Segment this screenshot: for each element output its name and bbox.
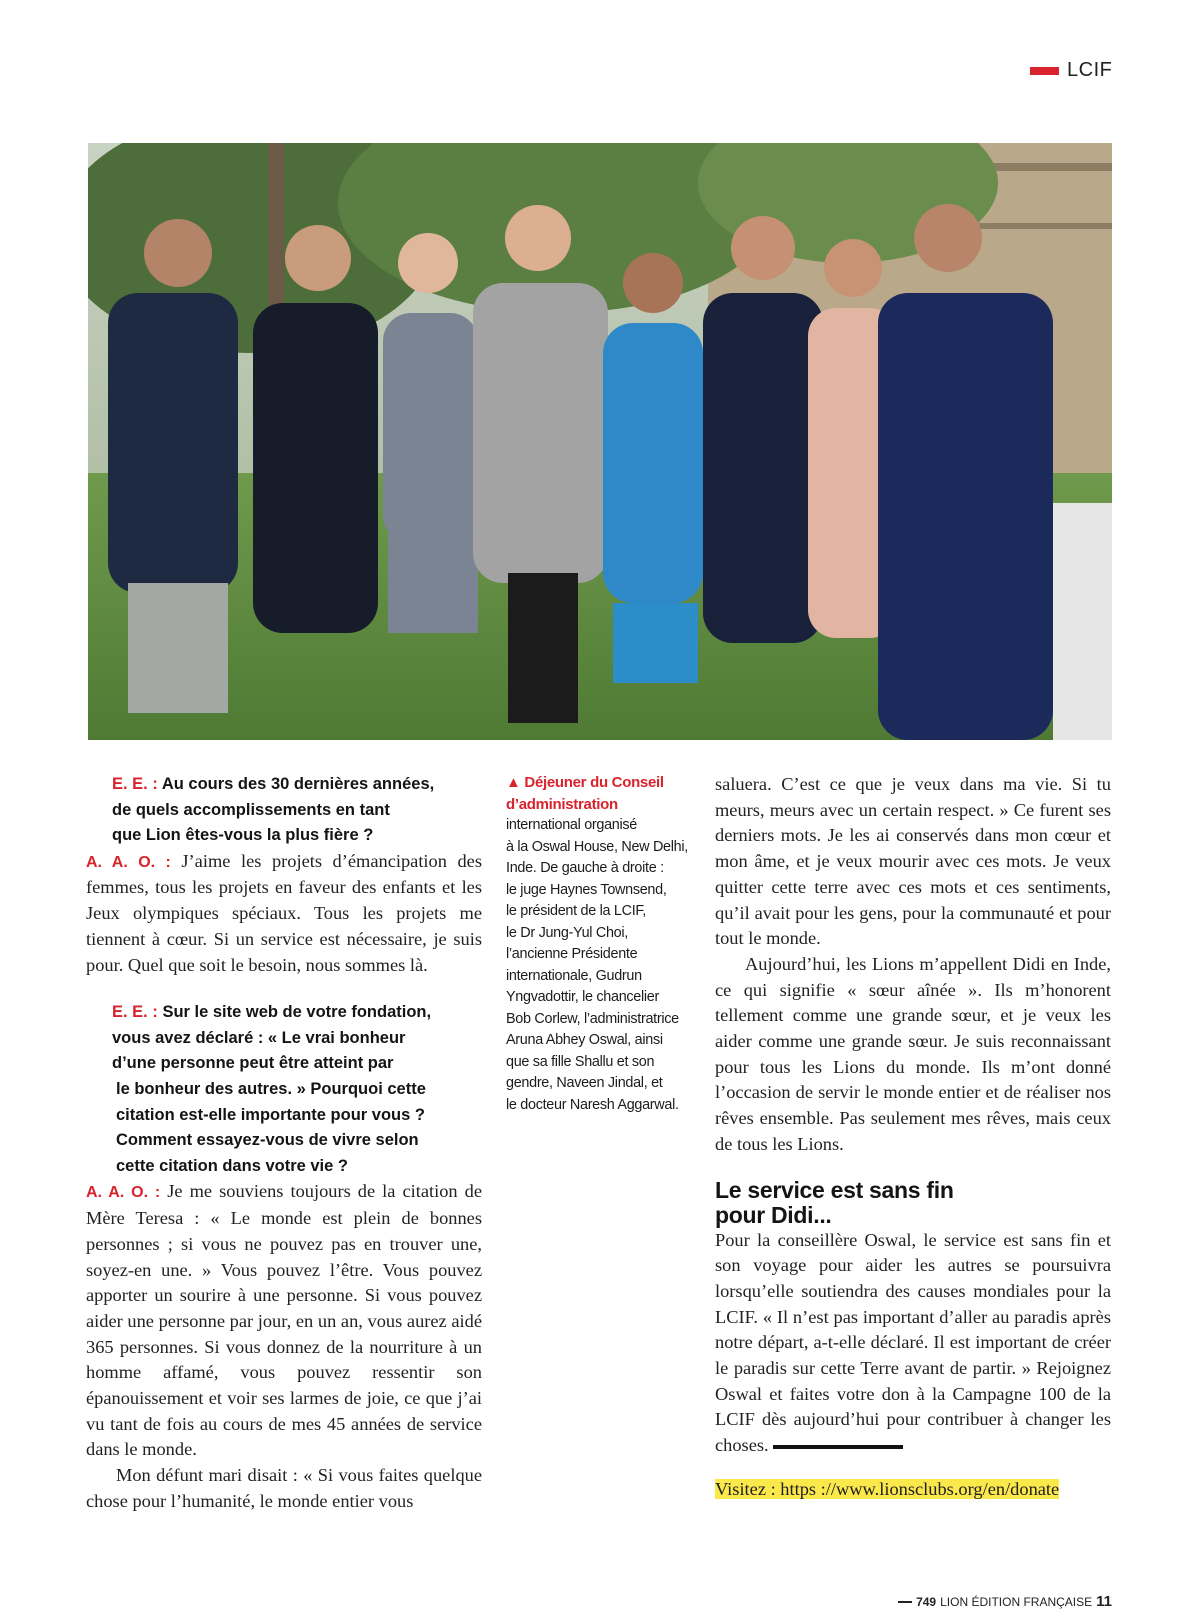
caption-line: gendre, Naveen Jindal, et	[506, 1075, 663, 1091]
caption-line: le docteur Naresh Aggarwal.	[506, 1096, 679, 1113]
question-line: d’une personne peut être atteint par	[112, 1054, 394, 1073]
question-line: que Lion êtes-vous la plus fière ?	[112, 826, 374, 845]
caption-line: internationale, Gudrun	[506, 967, 642, 984]
answer-2-continued: Mon défunt mari disait : « Si vous faites quelque chose pour l’humanité, le monde entier vous	[86, 1465, 482, 1511]
section-tag-bar	[1030, 67, 1059, 75]
question-line: de quels accomplissements en tant	[112, 800, 390, 819]
donate-link[interactable]	[715, 1477, 1111, 1503]
end-mark	[773, 1445, 903, 1449]
heading-line: Le service est sans fin	[715, 1176, 954, 1203]
heading-line: pour Didi...	[715, 1201, 832, 1228]
caption-title-line: Déjeuner du Conseil	[524, 774, 664, 791]
column-right	[715, 772, 1111, 1503]
paragraph: Aujourd’hui, les Lions m’appellent Didi en Inde, ce qui signifie « sœur aînée ». Ils m’honorent tellement comme une grande sœur, et je veux les aider comme une grande sœur. Je suis reconnaissant pour tous les Lions du monde. Ils m’ont donné l’occasion de servir le monde entier et de réaliser nos rêves ensemble. Pas seulement mes rêves, mais ceux de tous les Lions.	[715, 953, 1111, 1154]
group-photo-image	[88, 143, 1112, 740]
photo-caption	[506, 772, 692, 1116]
paragraph-text: Pour la conseillère Oswal, le service est sans fin et son voyage pour aider les autres se poursuivra lorsqu’elle soutiendra des causes mondiales pour la LCIF. « Il n’est pas important d’aller au paradis après notre départ, a-t-elle déclaré. Il est important de créer le paradis sur cette Terre avant de partir. » Rejoignez Oswal et faites votre don à la Campagne 100 de la LCIF dès aujourd’hui pour contribuer à changer les choses.	[715, 1229, 1111, 1456]
question-2	[86, 1000, 482, 1179]
caption-line: le Dr Jung-Yul Choi,	[506, 924, 628, 941]
publication-name: LION ÉDITION FRANÇAISE	[940, 1594, 1093, 1609]
caption-line: Bob Corlew, l’administratrice	[506, 1010, 679, 1027]
paragraph: saluera. C’est ce que je veux dans ma vie. Si tu meurs, meurs avec un certain respect. » Ce furent ses derniers mots. Je les ai conservés dans mon cœur et mon âme, et je veux mourir avec ces mots. Je veux quitter cette terre avec ces mots et ces sentiments, qu’il avait pour les gens, pour la communauté et pour tout le monde.	[715, 774, 1111, 949]
question-1	[86, 772, 482, 849]
page-number: 11	[1096, 1593, 1112, 1610]
question-line: cette citation dans votre vie ?	[116, 1156, 348, 1175]
donate-link-text[interactable]: Visitez : https ://www.lionsclubs.org/en/donate	[715, 1478, 1060, 1499]
section-tag	[1030, 59, 1112, 82]
answer-text: J’aime les projets d’émancipation des femmes, tous les projets en faveur des enfants et les Jeux olympiques spéciaux. Tous les projets me tiennent à cœur. Si un service est nécessaire, je suis pour. Quel que soit le besoin, nous sommes là.	[86, 850, 482, 975]
caption-title-line: d’administration	[506, 795, 618, 813]
question-line: le bonheur des autres. » Pourquoi cette	[116, 1080, 426, 1099]
question-line: Comment essayez-vous de vivre selon	[116, 1131, 419, 1150]
issue-number: 749	[916, 1594, 937, 1609]
question-line: Au cours des 30 dernières années,	[161, 775, 435, 793]
answer-marker: A. A. O. :	[86, 1184, 161, 1202]
caption-line: à la Oswal House, New Delhi,	[506, 838, 688, 855]
answer-2	[86, 1179, 482, 1463]
caption-line: que sa fille Shallu et son	[506, 1053, 655, 1070]
question-line: citation est-elle importante pour vous ?	[116, 1105, 425, 1124]
column-left	[86, 772, 482, 1515]
section-label: LCIF	[1067, 59, 1113, 81]
section-heading	[715, 1178, 1111, 1228]
group-photo	[88, 143, 1112, 740]
answer-text: Je me souviens toujours de la citation de Mère Teresa : « Le monde est plein de bonnes personnes ; si vous ne pouvez pas en trouver une, soyez-en une. » Vous pouvez l’être. Vous pouvez apporter un sourire à une personne. Si vous pouvez aider une personne par jour, en un an, vous aurez aidé 365 personnes. Si vous donnez de la nourriture à un homme affamé, vous pouvez ressentir son épanouissement et voir ses larmes de joie, ce que j’ai vu tant de fois au cours de mes 45 années de service dans le monde.	[86, 1181, 482, 1460]
answer-1	[86, 849, 482, 979]
paragraph	[715, 1228, 1111, 1459]
footer-dash	[898, 1601, 912, 1603]
caption-line: l’ancienne Présidente	[506, 946, 638, 962]
question-marker: E. E. :	[112, 775, 158, 793]
caption-line: le juge Haynes Townsend,	[506, 881, 667, 898]
page-footer	[898, 1593, 1112, 1610]
caption-line: Inde. De gauche à droite :	[506, 860, 664, 876]
answer-marker: A. A. O. :	[86, 853, 171, 871]
question-marker: E. E. :	[112, 1003, 158, 1022]
caption-line: le président de la LCIF,	[506, 903, 646, 919]
caption-arrow-icon: ▲	[506, 774, 521, 791]
caption-line: Yngvadottir, le chancelier	[506, 989, 659, 1005]
caption-line: international organisé	[506, 817, 638, 833]
question-line: vous avez déclaré : « Le vrai bonheur	[112, 1028, 406, 1047]
caption-line: Aruna Abhey Oswal, ainsi	[506, 1032, 663, 1048]
question-line: Sur le site web de votre fondation,	[162, 1003, 432, 1022]
